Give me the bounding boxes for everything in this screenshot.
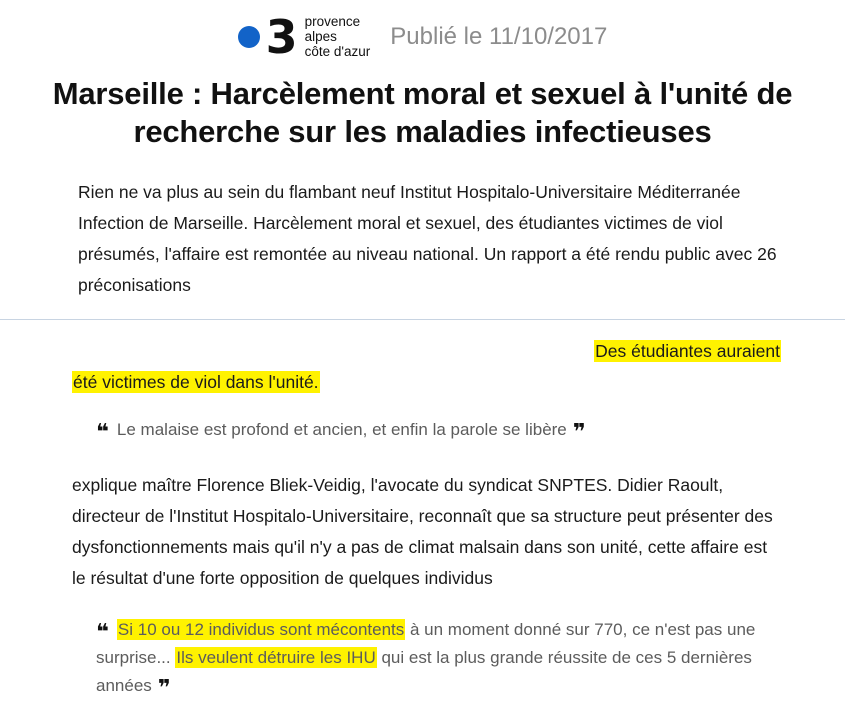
article-lede: Rien ne va plus au sein du flambant neuf Institut Hospitalo-Universitaire Méditerranée Infection de Marseille. Harcèlement moral et sexuel, des étudiantes victimes de viol présumés, l'affaire est remontée au niveau national. Un rapport a été rendu public avec 26 préconisations [78,182,777,295]
quote-open-icon-2: ❝ [96,620,109,645]
logo-dot-icon [238,26,260,48]
logo-region-line3: côte d'azur [304,44,371,59]
france3-logo[interactable] [238,9,371,64]
paragraph-body-2: explique maître Florence Bliek-Veidig, l'avocate du syndicat SNPTES. Didier Raoult, directeur de l'Institut Hospitalo-Universitaire, reconnaît que sa structure peut présenter des dysfonctionnements mais qu'il n'y a pas de climat malsain dans son unité, cette affaire est le résultat d'une forte opposition de quelques individus [72,475,773,588]
pull-quote-2-plain-1: à un moment donné sur 770, ce n'est pas une surprise... [96,620,756,667]
pull-quote-2-highlight-1: Si 10 ou 12 individus sont mécontents [117,620,405,639]
pull-quote-2 [96,616,781,700]
quote-close-icon: ❞ [572,420,586,445]
pull-quote-2-highlight-2: Ils veulent détruire les IHU [176,648,376,667]
site-header [0,0,845,65]
paragraph-highlight-line1 [72,336,781,367]
highlight-text-2: été victimes de viol dans l'unité. [73,372,319,392]
quote-open-icon: ❝ [96,420,109,445]
logo-region-words [303,14,371,59]
quote-close-icon-2: ❞ [157,676,171,701]
published-date: Publié le 11/10/2017 [390,22,608,50]
pull-quote-1-text: Le malaise est profond et ancien, et enfin la parole se libère [116,420,567,439]
paragraph-highlight-line2 [72,367,781,398]
logo-channel-number: 3 [265,9,297,64]
page-title: Marseille : Harcèlement moral et sexuel à l'unité de recherche sur les maladies infectieuses [52,76,793,149]
logo-region-line1: provence [304,14,361,29]
logo-region-line2: alpes [304,29,337,44]
highlight-text-1: Des étudiantes auraient [595,341,780,361]
pull-quote-2-plain-2: qui est la plus grande réussite de ces 5 dernières années [96,648,752,695]
section-divider [0,319,845,320]
pull-quote-1 [96,416,781,444]
